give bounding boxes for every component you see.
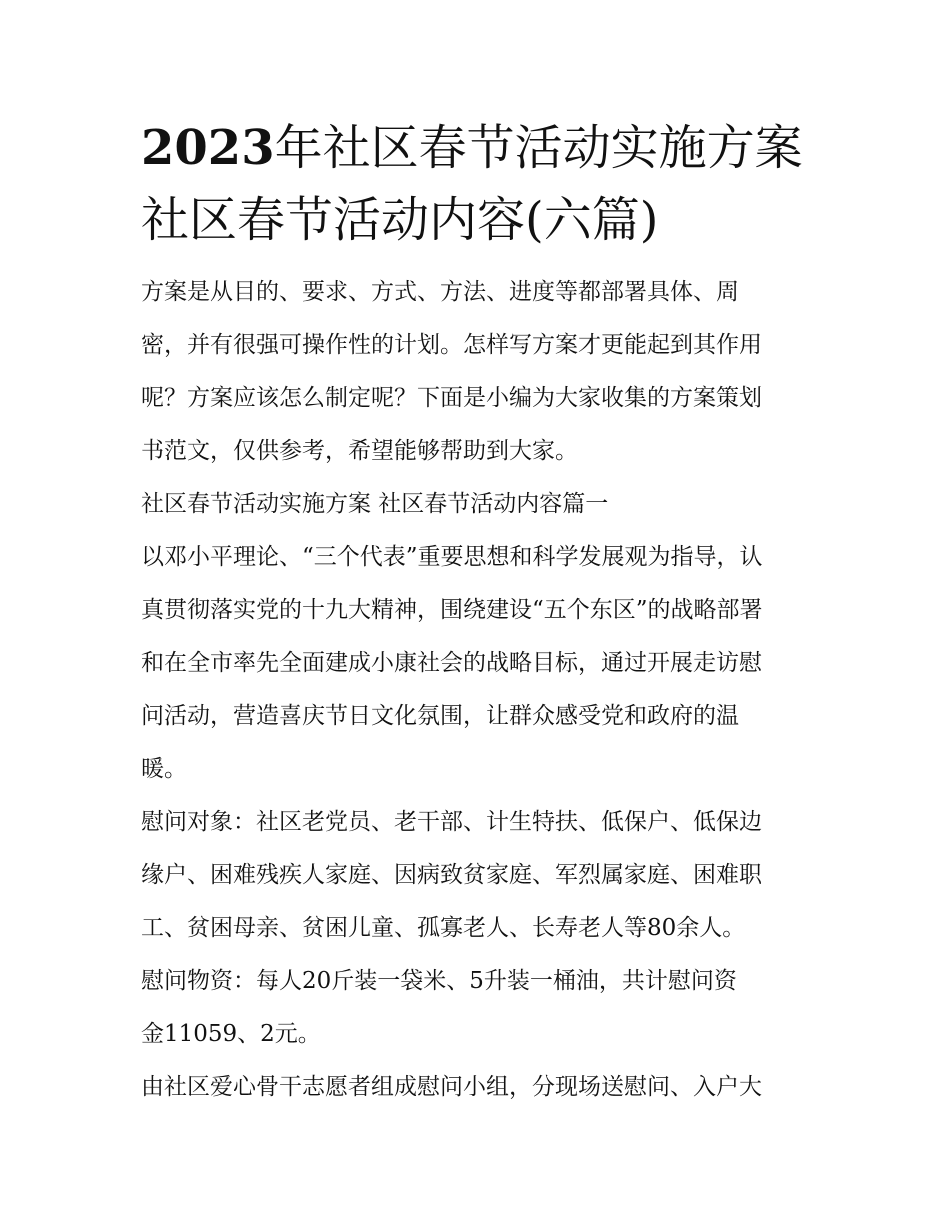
team-line: 由社区爱心骨干志愿者组成慰问小组，分现场送慰问、入户大 — [141, 1074, 762, 1100]
document-content — [141, 112, 816, 1114]
section-heading — [141, 478, 816, 531]
targets-line: 慰问对象：社区老党员、老干部、计生特扶、低保户、低保边 — [141, 809, 762, 835]
title-line-1 — [141, 112, 816, 184]
guideline-line: 以邓小平理论、“三个代表”重要思想和科学发展观为指导，认 — [141, 544, 763, 570]
guideline-line: 问活动，营造喜庆节日文化氛围，让群众感受党和政府的温 — [141, 703, 739, 729]
intro-paragraph — [141, 266, 816, 478]
title-line-1-text: 年社区春节活动实施方案 — [274, 120, 803, 176]
guideline-paragraph — [141, 531, 816, 796]
intro-line: 书范文，仅供参考，希望能够帮助到大家。 — [141, 438, 578, 464]
intro-line: 呢？方案应该怎么制定呢？下面是小编为大家收集的方案策划 — [141, 385, 762, 411]
supplies-line: 金11059、2元。 — [141, 1021, 321, 1047]
title-year: 2023 — [141, 120, 275, 176]
supplies-paragraph — [141, 955, 816, 1061]
guideline-line: 和在全市率先全面建成小康社会的战略目标，通过开展走访慰 — [141, 650, 762, 676]
targets-line: 工、贫困母亲、贫困儿童、孤寡老人、长寿老人等80余人。 — [141, 915, 746, 941]
title-line-2: 社区春节活动内容(六篇) — [141, 192, 659, 248]
guideline-line: 暖。 — [141, 756, 187, 782]
guideline-line: 真贯彻落实党的十九大精神，围绕建设“五个东区”的战略部署 — [141, 597, 763, 623]
document-title — [141, 112, 816, 256]
targets-line: 缘户、困难残疾人家庭、因病致贫家庭、军烈属家庭、困难职 — [141, 862, 762, 888]
intro-line: 方案是从目的、要求、方式、方法、进度等都部署具体、周 — [141, 279, 739, 305]
supplies-line: 慰问物资：每人20斤装一袋米、5升装一桶油，共计慰问资 — [141, 968, 737, 994]
targets-paragraph — [141, 796, 816, 955]
team-paragraph — [141, 1061, 816, 1114]
intro-line: 密，并有很强可操作性的计划。怎样写方案才更能起到其作用 — [141, 332, 762, 358]
section-heading-text: 社区春节活动实施方案 社区春节活动内容篇一 — [141, 491, 609, 517]
